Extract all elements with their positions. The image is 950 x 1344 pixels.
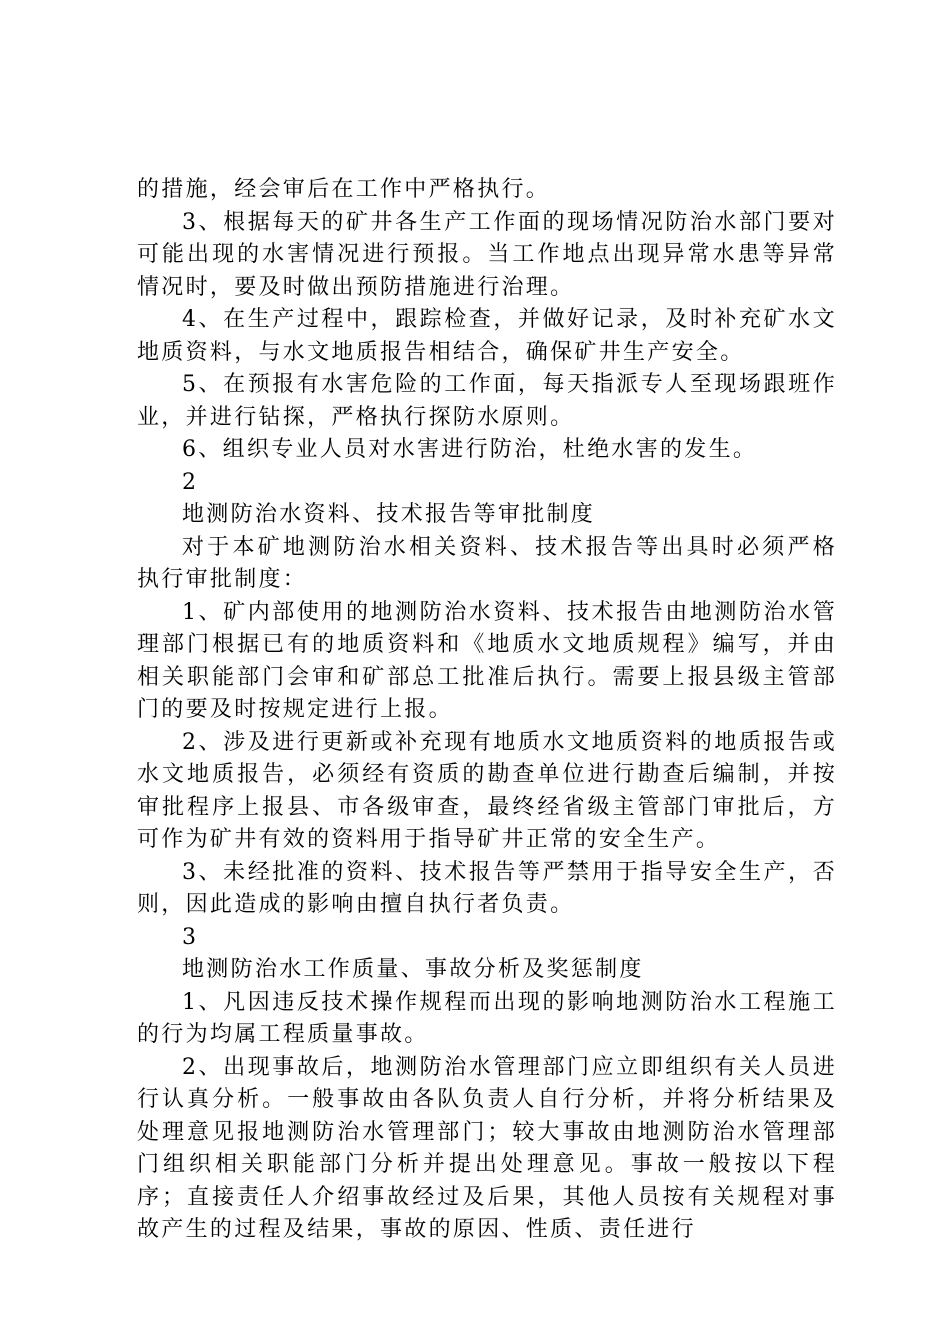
paragraph-quality-item-1: 1、凡因违反技术操作规程而出现的影响地测防治水工程施工的行为均属工程质量事故。 [137,989,837,1047]
paragraph-quality-item-2: 2、出现事故后，地测防治水管理部门应立即组织有关人员进行认真分析。一般事故由各队负责人自行分析，并将分析结果及处理意见报地测防治水管理部门；较大事故由地测防治水管理部门组织相关职能部门分析并提出处理意见。事故一般按以下程序；直接责任人介绍事故经过及后果，其他人员按有关规程对事故产生的过程及结果，事故的原因、性质、责任进行 [137,1054,837,1242]
paragraph-approval-item-1: 1、矿内部使用的地测防治水资料、技术报告由地测防治水管理部门根据已有的地质资料和《地质水文地质规程》编写，并由相关职能部门会审和矿部总工批准后执行。需要上报县级主管部门的要及时按规定进行上报。 [137,599,837,722]
paragraph-item-6-prevention: 6、组织专业人员对水害进行防治，杜绝水害的发生。 [182,437,758,462]
paragraph-approval-intro: 对于本矿地测防治水相关资料、技术报告等出具时必须严格执行审批制度： [137,534,837,592]
section-number-2: 2 [182,469,199,495]
section-title-approval: 地测防治水资料、技术报告等审批制度 [182,502,596,527]
document-body [137,174,837,1247]
section-title-quality: 地测防治水工作质量、事故分析及奖惩制度 [182,957,644,982]
paragraph-item-4-tracking: 4、在生产过程中，跟踪检查，并做好记录，及时补充矿水文地质资料，与水文地质报告相结合，确保矿井生产安全。 [137,307,837,365]
paragraph-continuation: 的措施，经会审后在工作中严格执行。 [137,177,551,202]
paragraph-approval-item-2: 2、涉及进行更新或补充现有地质水文地质资料的地质报告或水文地质报告，必须经有资质的勘查单位进行勘查后编制，并按审批程序上报县、市各级审查，最终经省级主管部门审批后，方可作为矿井有效的资料用于指导矿井正常的安全生产。 [137,729,837,852]
paragraph-item-3-forecast: 3、根据每天的矿井各生产工作面的现场情况防治水部门要对可能出现的水害情况进行预报。当工作地点出现异常水患等异常情况时，要及时做出预防措施进行治理。 [137,209,837,300]
paragraph-item-5-dispatch: 5、在预报有水害危险的工作面，每天指派专人至现场跟班作业，并进行钻探，严格执行探防水原则。 [137,372,837,430]
paragraph-approval-item-3: 3、未经批准的资料、技术报告等严禁用于指导安全生产，否则，因此造成的影响由擅自执行者负责。 [137,859,837,917]
section-number-3: 3 [182,924,199,950]
